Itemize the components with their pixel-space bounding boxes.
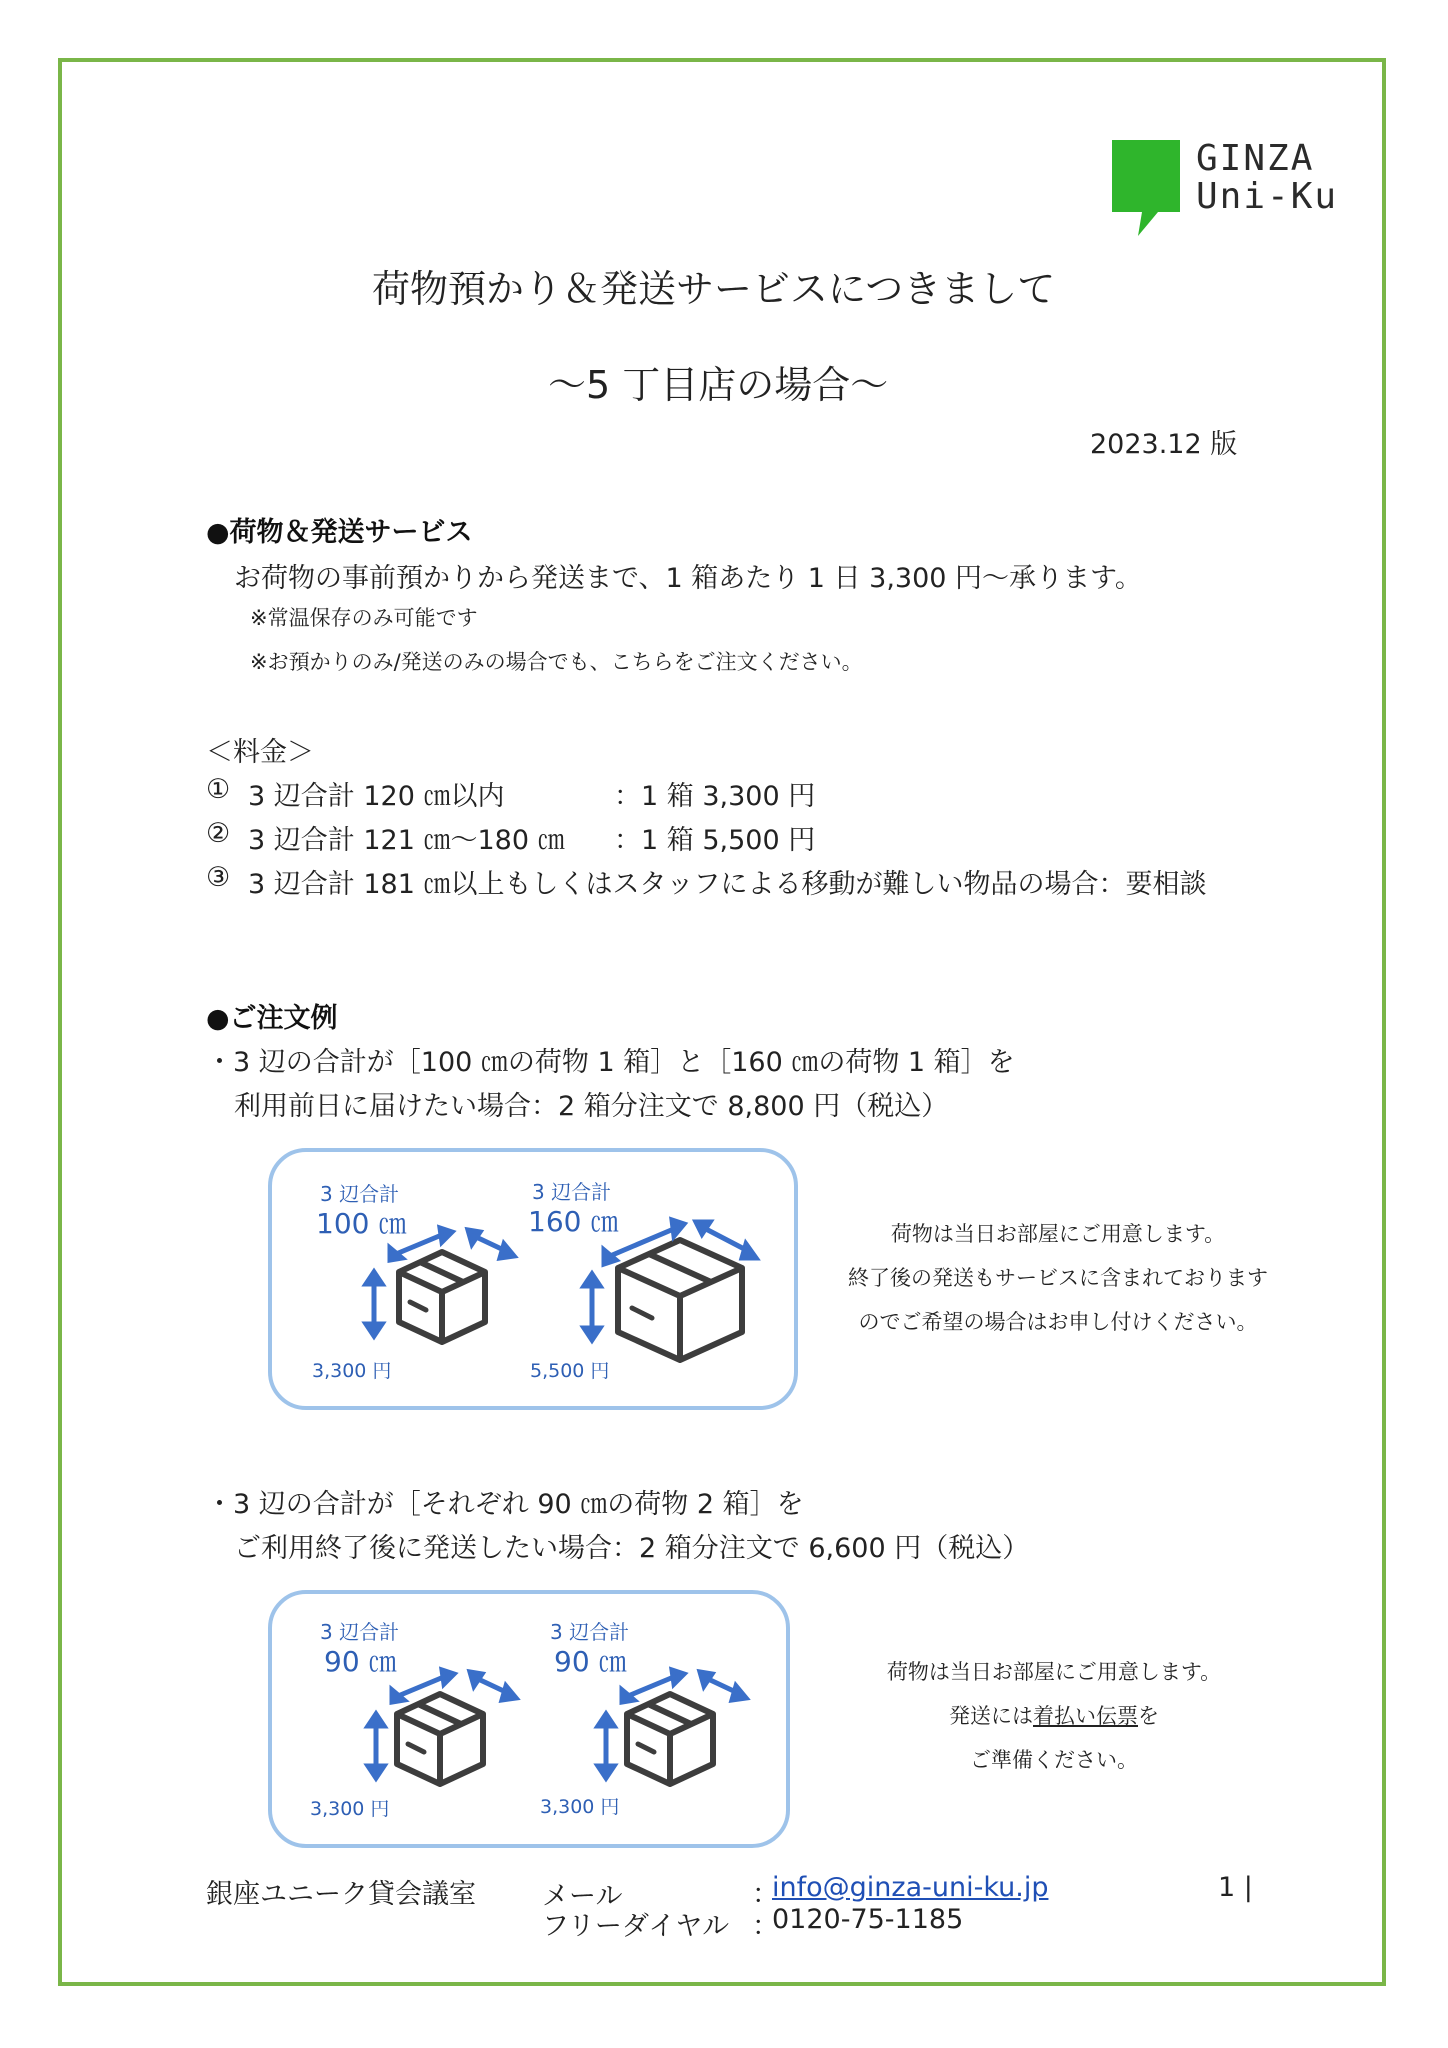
ex2-box2-arrows-icon bbox=[600, 1674, 760, 1804]
price-item-3-size: 3 辺合計 181 ㎝以上もしくはスタッフによる移動が難しい物品の場合：要相談 bbox=[248, 869, 1207, 900]
example-1-line-2: 利用前日に届けたい場合：2 箱分注文で 8,800 円（税込） bbox=[234, 1091, 949, 1122]
ex2-note-2: 発送には着払い伝票を bbox=[949, 1704, 1159, 1728]
ex1-note-2: 終了後の発送もサービスに含まれております bbox=[848, 1266, 1268, 1290]
footer-mail-label: メール bbox=[542, 1881, 623, 1912]
footer-company: 銀座ユニーク貸会議室 bbox=[206, 1879, 476, 1910]
price-item-2-price: ：1 箱 5,500 円 bbox=[614, 825, 816, 856]
ex2-note-3: ご準備ください。 bbox=[970, 1748, 1138, 1772]
ex1-box1-size: 100 ㎝ bbox=[316, 1207, 407, 1240]
example-1-line-1: ・3 辺の合計が［100 ㎝の荷物 1 箱］と［160 ㎝の荷物 1 箱］を bbox=[206, 1047, 1015, 1078]
ex2-box1-arrows-icon bbox=[370, 1674, 530, 1804]
ex1-box1-label: 3 辺合計 bbox=[320, 1182, 400, 1206]
cod-slip-text: 着払い伝票 bbox=[1033, 1704, 1138, 1728]
price-item-1-price: ：1 箱 3,300 円 bbox=[614, 781, 816, 812]
ex2-box1-size: 90 ㎝ bbox=[324, 1645, 397, 1678]
example-2-line-1: ・3 辺の合計が［それぞれ 90 ㎝の荷物 2 箱］を bbox=[206, 1489, 804, 1520]
footer-free-sep: ： bbox=[752, 1911, 779, 1942]
footer-email-link[interactable]: info@ginza-uni-ku.jp bbox=[772, 1872, 1049, 1903]
ex2-box1-price: 3,300 円 bbox=[310, 1798, 390, 1820]
service-description: お荷物の事前預かりから発送まで、1 箱あたり 1 日 3,300 円〜承ります。 bbox=[234, 563, 1142, 594]
price-item-2-size: 3 辺合計 121 ㎝〜180 ㎝ bbox=[248, 825, 565, 856]
price-item-1-num: ① bbox=[206, 774, 231, 805]
example-2-line-2: ご利用終了後に発送したい場合：2 箱分注文で 6,600 円（税込） bbox=[234, 1533, 1030, 1564]
ex2-box2-price: 3,300 円 bbox=[540, 1796, 620, 1818]
ex2-note-1: 荷物は当日お部屋にご用意します。 bbox=[886, 1660, 1222, 1684]
price-item-1-size: 3 辺合計 120 ㎝以内 bbox=[248, 781, 505, 812]
ex1-box1-arrows-icon bbox=[368, 1232, 528, 1362]
ex2-box2-label: 3 辺合計 bbox=[550, 1620, 630, 1644]
examples-heading: ●ご注文例 bbox=[206, 1003, 338, 1034]
version-label: 2023.12 版 bbox=[1090, 429, 1238, 460]
page-title: 荷物預かり＆発送サービスにつきまして bbox=[372, 267, 1056, 311]
price-item-2-num: ② bbox=[206, 818, 231, 849]
logo-text: GINZA Uni-Ku bbox=[1196, 138, 1339, 217]
ex1-box2-price: 5,500 円 bbox=[530, 1360, 610, 1382]
ex1-box2-size: 160 ㎝ bbox=[528, 1205, 619, 1238]
footer-free-label: フリーダイヤル bbox=[542, 1911, 730, 1942]
pricing-heading: ＜料金＞ bbox=[206, 737, 314, 768]
footer-mail-sep: ： bbox=[752, 1879, 779, 1910]
ex2-box2-size: 90 ㎝ bbox=[554, 1645, 627, 1678]
service-heading: ●荷物＆発送サービス bbox=[206, 517, 473, 548]
price-item-3-num: ③ bbox=[206, 862, 231, 893]
service-note-1: ※常温保存のみ可能です bbox=[250, 606, 478, 630]
footer-phone: 0120-75-1185 bbox=[772, 1904, 964, 1935]
page-subtitle: 〜5 丁目店の場合〜 bbox=[548, 363, 889, 407]
ex1-box1-price: 3,300 円 bbox=[312, 1360, 392, 1382]
service-note-2: ※お預かりのみ/発送のみの場合でも、こちらをご注文ください。 bbox=[250, 650, 863, 674]
page-number: 1 | bbox=[1218, 1872, 1253, 1903]
ex1-box2-label: 3 辺合計 bbox=[532, 1180, 612, 1204]
ex1-note-3: のでご希望の場合はお申し付けください。 bbox=[858, 1310, 1258, 1334]
ex2-box1-label: 3 辺合計 bbox=[320, 1620, 400, 1644]
ex1-note-1: 荷物は当日お部屋にご用意します。 bbox=[890, 1222, 1226, 1246]
ex1-box2-arrows-icon bbox=[586, 1212, 766, 1342]
